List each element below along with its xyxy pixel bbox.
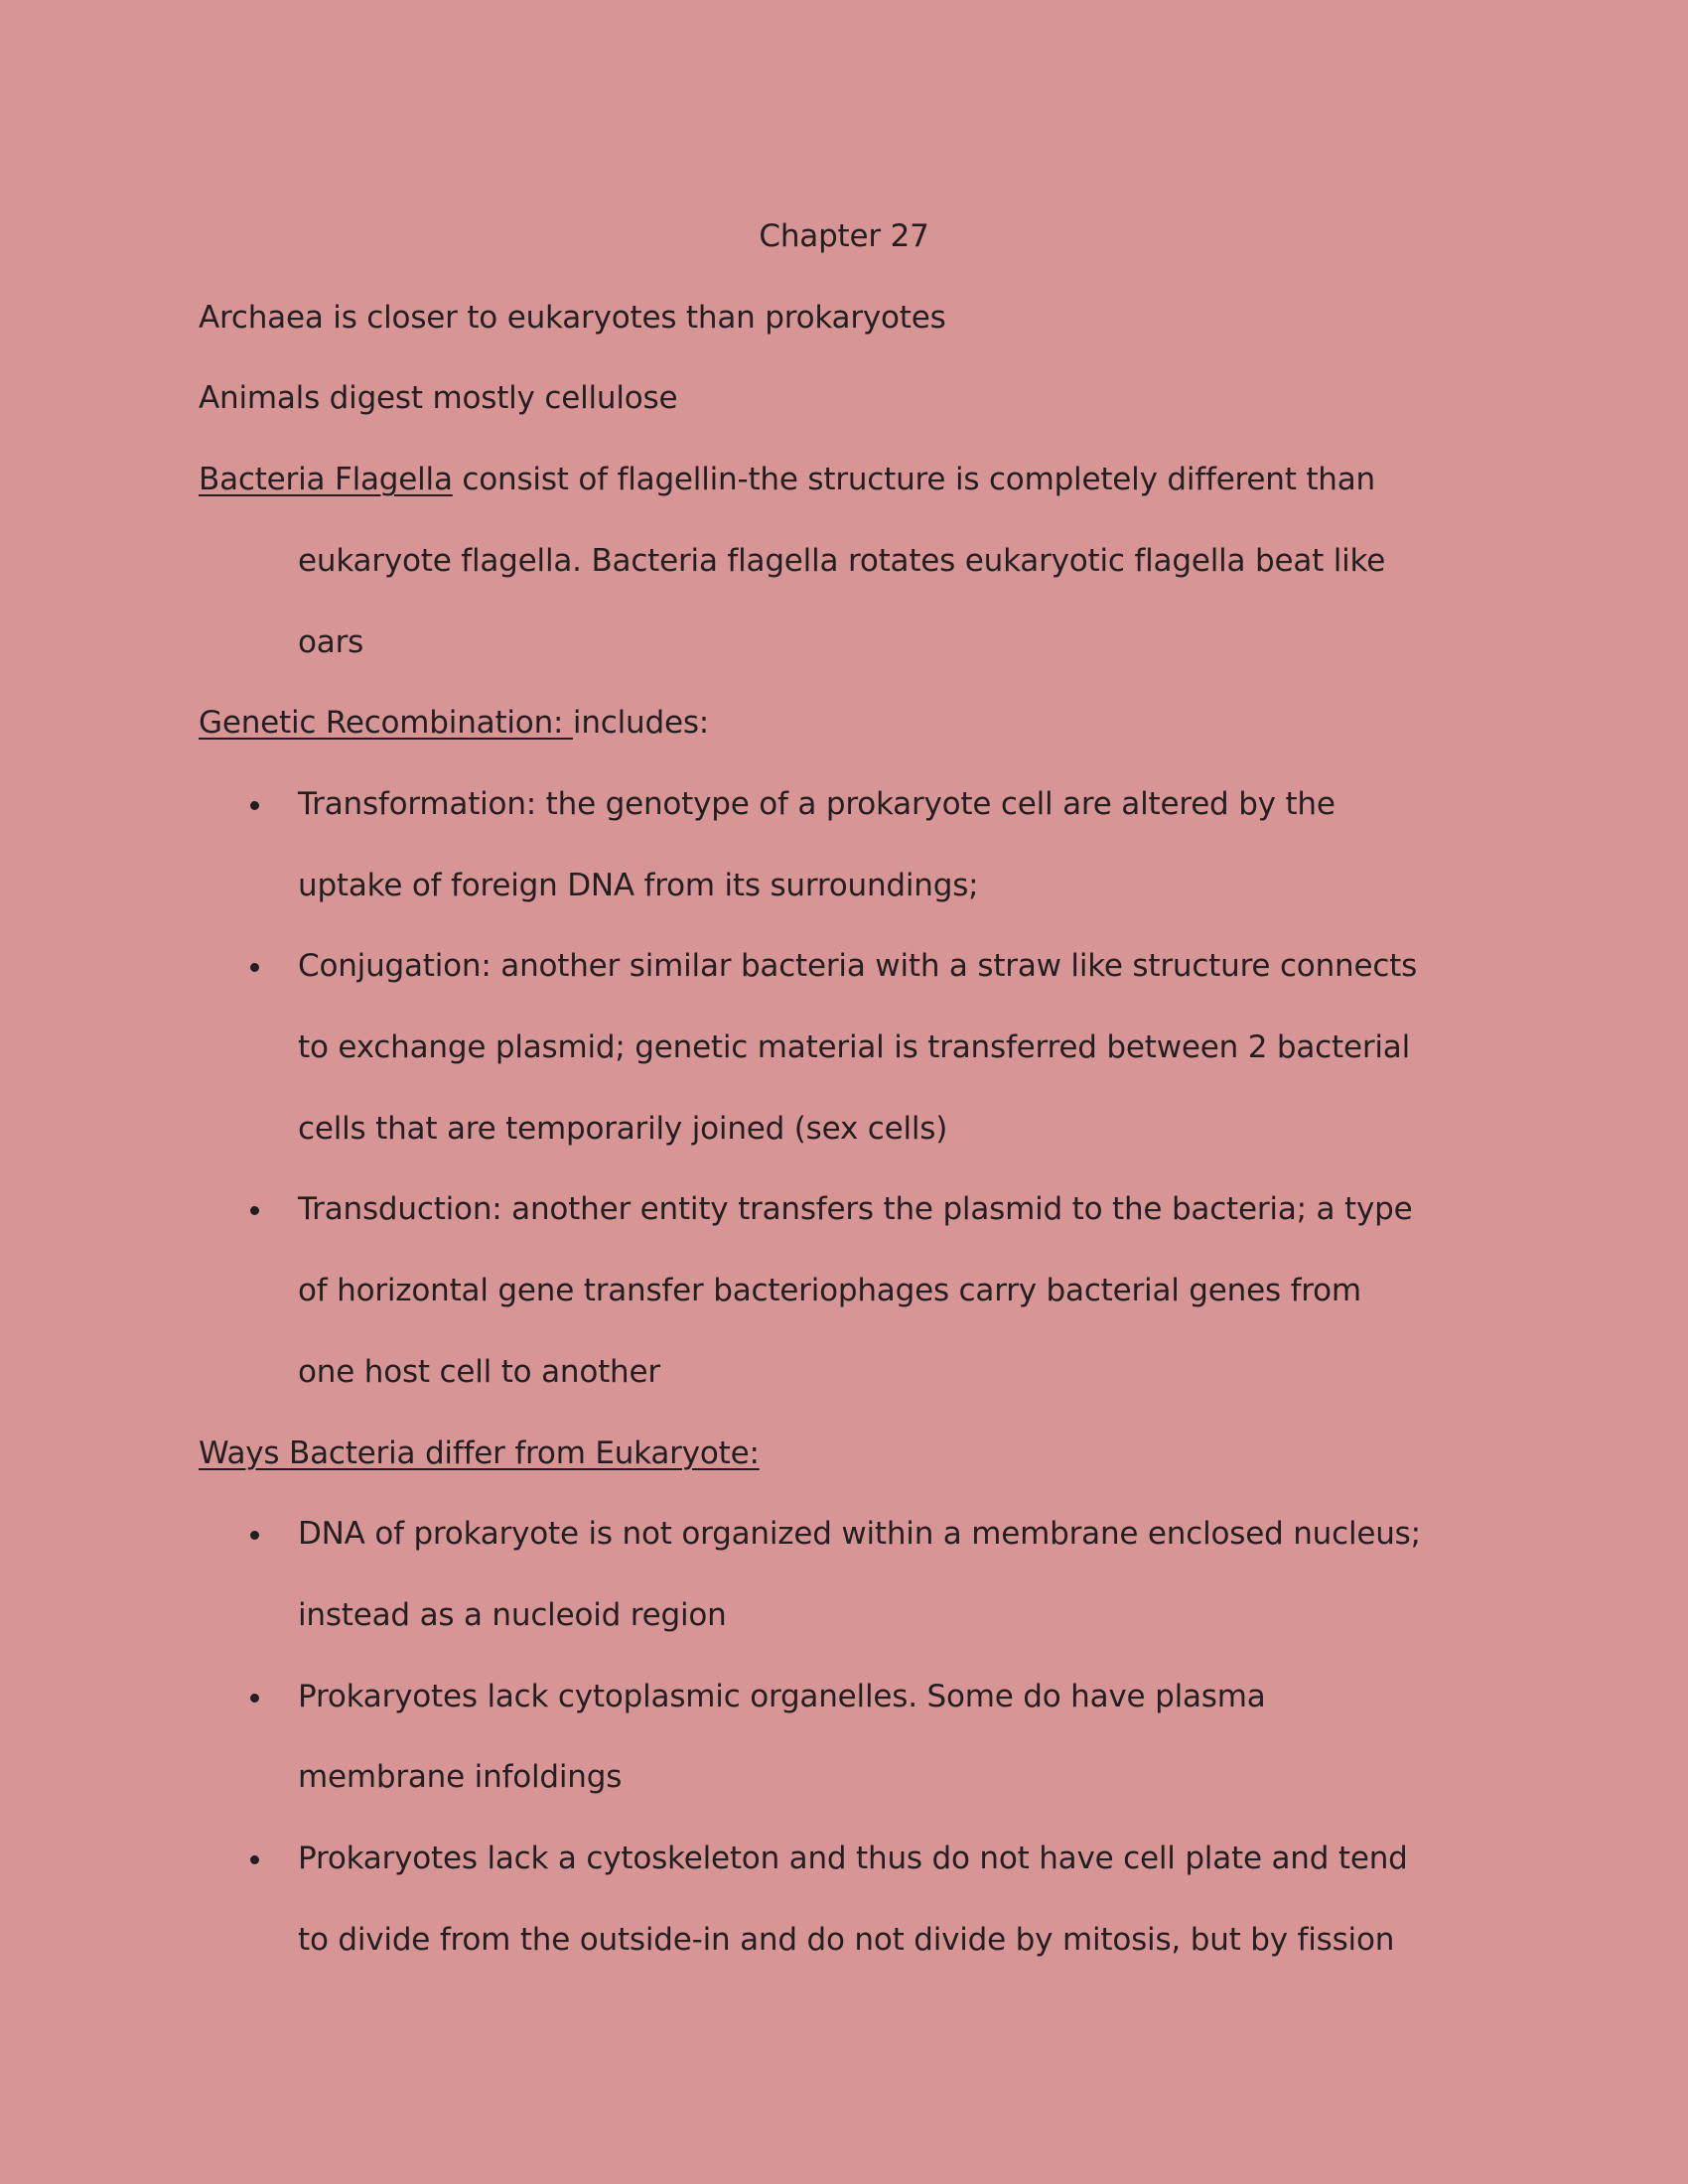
list-item-line: of horizontal gene transfer bacteriophages carry bacterial genes from bbox=[298, 1273, 1361, 1309]
bullet-icon bbox=[248, 926, 260, 1008]
recombination-heading bbox=[199, 683, 1489, 764]
document-body bbox=[199, 197, 1489, 1980]
bullet-icon bbox=[248, 1494, 260, 1575]
differences-term: Ways Bacteria differ from Eukaryote: bbox=[199, 1434, 760, 1471]
bullet-icon bbox=[248, 1819, 260, 1900]
recombination-term: Genetic Recombination: bbox=[199, 705, 573, 742]
list-item bbox=[199, 1819, 1489, 1980]
list-item-line: Transformation: the genotype of a prokaryote cell are altered by the bbox=[298, 785, 1336, 822]
chapter-title: Chapter 27 bbox=[759, 218, 929, 254]
flagella-line-2: eukaryote flagella. Bacteria flagella rotates eukaryotic flagella beat like bbox=[298, 542, 1386, 579]
note-archaea: Archaea is closer to eukaryotes than prokaryotes bbox=[199, 299, 946, 336]
bullet-icon bbox=[248, 1169, 260, 1251]
list-item-line: Conjugation: another similar bacteria with a straw like structure connects bbox=[298, 948, 1418, 985]
list-item-line: to exchange plasmid; genetic material is transferred between 2 bacterial bbox=[298, 1029, 1411, 1066]
differences-heading bbox=[199, 1414, 1489, 1495]
list-item bbox=[199, 1657, 1489, 1819]
list-item bbox=[199, 1494, 1489, 1656]
list-item-line: Prokaryotes lack a cytoskeleton and thus do not have cell plate and tend bbox=[298, 1841, 1408, 1877]
differences-list bbox=[199, 1494, 1489, 1980]
list-item-line: Prokaryotes lack cytoplasmic organelles. Some do have plasma bbox=[298, 1678, 1266, 1714]
list-item-line: one host cell to another bbox=[298, 1353, 660, 1390]
list-item bbox=[199, 926, 1489, 1169]
recombination-rest: includes: bbox=[572, 705, 710, 742]
flagella-term: Bacteria Flagella bbox=[199, 462, 453, 498]
list-item-line: Transduction: another entity transfers the plasmid to the bacteria; a type bbox=[298, 1191, 1413, 1228]
flagella-line-3: oars bbox=[298, 623, 364, 660]
list-item-line: DNA of prokaryote is not organized within a membrane enclosed nucleus; bbox=[298, 1516, 1421, 1553]
flagella-paragraph bbox=[199, 440, 1489, 683]
list-item-line: membrane infoldings bbox=[298, 1759, 623, 1796]
note-animals: Animals digest mostly cellulose bbox=[199, 380, 678, 417]
list-item bbox=[199, 1169, 1489, 1413]
list-item-line: uptake of foreign DNA from its surroundings; bbox=[298, 867, 979, 903]
list-item-line: cells that are temporarily joined (sex cells) bbox=[298, 1110, 948, 1147]
flagella-line-1 bbox=[199, 440, 1489, 521]
recombination-list bbox=[199, 764, 1489, 1414]
list-item-line: instead as a nucleoid region bbox=[298, 1596, 727, 1633]
list-item bbox=[199, 764, 1489, 926]
bullet-icon bbox=[248, 1657, 260, 1738]
bullet-icon bbox=[248, 764, 260, 846]
list-item-line: to divide from the outside-in and do not divide by mitosis, but by fission bbox=[298, 1921, 1395, 1958]
flagella-line-1-rest: consist of flagellin-the structure is completely different than bbox=[452, 462, 1375, 498]
